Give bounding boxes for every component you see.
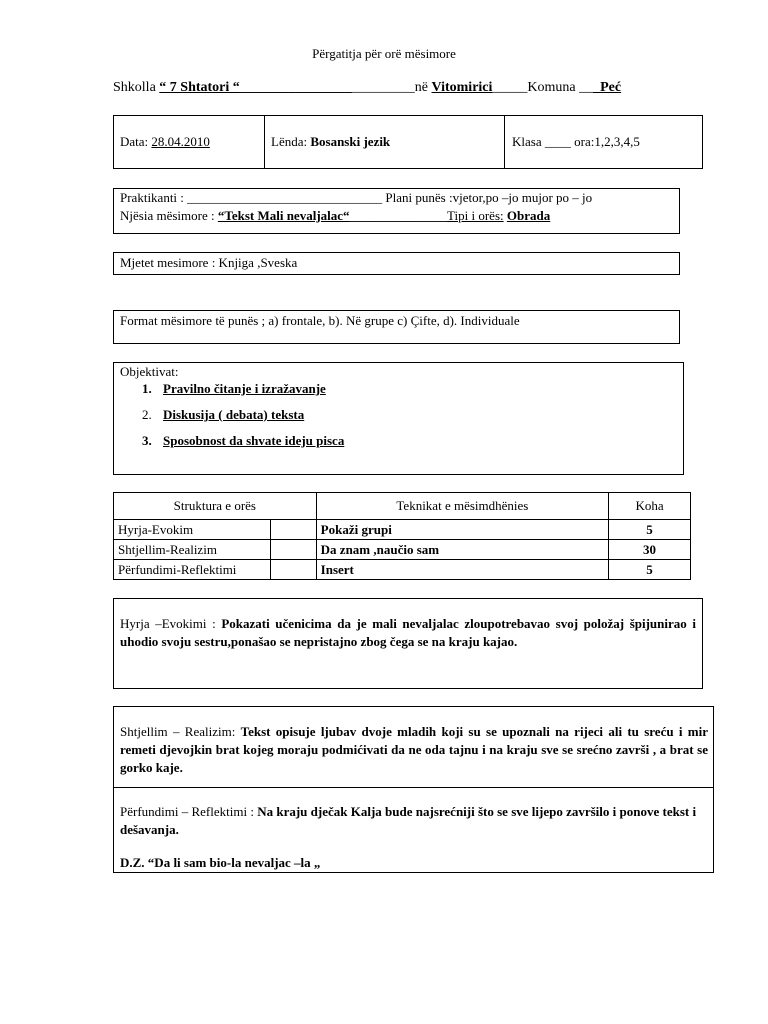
school-name: “ 7 Shtatori “ xyxy=(159,80,240,95)
intro-text: Pokazati učenicima da je mali nevaljalac zloupotrebavao svoj položaj špijunirao i uhodio svoju sestru,ponašao se nepristajno zbog čega se na kraju kajao. xyxy=(120,616,696,649)
time-cell: 5 xyxy=(609,520,691,540)
objective-item xyxy=(142,381,326,397)
conclusion-text: Na kraju dječak Kalja bude najsrećniji što se sve lijepo završilo i ponove tekst i dešavanja. xyxy=(120,804,697,837)
objectives-label: Objektivat: xyxy=(120,364,179,379)
commune-name: _Peć xyxy=(593,80,622,95)
plan-label: Plani punës : xyxy=(385,190,453,205)
time-cell: 5 xyxy=(609,560,691,580)
plan-value: vjetor,po –jo mujor po – jo xyxy=(452,190,593,205)
intro-box xyxy=(113,598,703,689)
objectives-box xyxy=(113,362,684,475)
tools-text: Mjetet mesimore : Knjiga ,Sveska xyxy=(120,255,298,270)
commune-label: Komuna xyxy=(527,80,576,95)
intro-text-block xyxy=(120,615,696,651)
conclusion-label: Përfundimi – Reflektimi : xyxy=(120,804,254,819)
type-label: Tipi i orës: xyxy=(447,208,504,223)
unit-value: “Tekst Mali nevaljalac“ xyxy=(217,208,350,223)
class-label: Klasa xyxy=(512,134,542,149)
school-blank: ________________ xyxy=(239,80,352,95)
school-label: Shkolla xyxy=(113,80,156,95)
time-cell: 30 xyxy=(609,540,691,560)
type-value: Obrada xyxy=(506,208,551,223)
table-row xyxy=(114,520,691,540)
phase-cell: Shtjellim-Realizim xyxy=(114,540,271,560)
trainees-blank: ______________________________ xyxy=(187,190,383,205)
table-header-row xyxy=(114,493,691,520)
commune-blank: __ xyxy=(579,80,594,95)
trainees-line xyxy=(120,190,592,206)
date-value: 28.04.2010 xyxy=(151,134,210,149)
subject-label: Lënda: xyxy=(271,134,308,149)
class-blank: ____ xyxy=(544,134,571,149)
objective-number: 3. xyxy=(142,433,152,448)
structure-table xyxy=(113,492,691,580)
forms-text: Format mësimore të punës ; a) frontale, b). Në grupe c) Çifte, d). Individuale xyxy=(120,313,520,328)
objective-text: Pravilno čitanje i izražavanje xyxy=(163,381,326,396)
header-time: Koha xyxy=(609,493,691,520)
empty-cell xyxy=(270,560,316,580)
objective-item xyxy=(142,407,304,423)
homework-text: D.Z. “Da li sam bio-la nevaljac –la „ xyxy=(120,855,321,870)
empty-cell xyxy=(270,520,316,540)
trainees-label: Praktikanti : xyxy=(120,190,184,205)
objective-text: Diskusija ( debata) teksta xyxy=(163,407,305,422)
village-blank: _____ xyxy=(492,80,528,95)
objective-text: Sposobnost da shvate ideju pisca xyxy=(163,433,345,448)
info-divider-2 xyxy=(504,116,505,168)
school-blank-2: _________ xyxy=(351,80,415,95)
hours-value: ora:1,2,3,4,5 xyxy=(574,134,640,149)
village-name: Vitomirici xyxy=(431,80,493,95)
technique-cell: Insert xyxy=(316,560,608,580)
development-text: Tekst opisuje ljubav dvoje mladih koji su se upoznali na rijeci ali tu sreću i mir remeti djevojkin brat kojeg moraju podmićivati da ne oda tajnu i na kraju sve se srećno završi , a brat se gorko kaje. xyxy=(120,724,709,775)
development-label: Shtjellim – Realizim: xyxy=(120,724,236,739)
table-row xyxy=(114,560,691,580)
technique-cell: Da znam ,naučio sam xyxy=(316,540,608,560)
forms-box xyxy=(113,310,680,344)
class-field xyxy=(512,134,640,150)
empty-cell xyxy=(270,540,316,560)
date-label: Data: xyxy=(120,134,149,149)
phase-cell: Përfundimi-Reflektimi xyxy=(114,560,271,580)
unit-line xyxy=(120,208,550,224)
development-text-block xyxy=(120,723,708,777)
header-structure: Struktura e orës xyxy=(114,493,317,520)
in-label: në xyxy=(414,80,428,95)
subject-field xyxy=(271,134,390,150)
table-row xyxy=(114,540,691,560)
intro-label: Hyrja –Evokimi : xyxy=(120,616,216,631)
section-divider xyxy=(114,787,713,788)
development-box xyxy=(113,706,714,873)
page-title: Përgatitja për orë mësimore xyxy=(312,46,456,61)
phase-cell: Hyrja-Evokim xyxy=(114,520,271,540)
objective-item xyxy=(142,433,344,449)
school-line xyxy=(113,80,621,96)
date-field xyxy=(120,134,210,150)
subject-value: Bosanski jezik xyxy=(310,134,391,149)
unit-label: Njësia mësimore : xyxy=(120,208,215,223)
header-technique: Teknikat e mësimdhënies xyxy=(316,493,608,520)
objective-number: 1. xyxy=(142,381,152,396)
info-box xyxy=(113,115,703,169)
tools-box xyxy=(113,252,680,275)
unit-blank: _______________ xyxy=(349,208,448,223)
conclusion-text-block xyxy=(120,803,708,839)
objective-number: 2. xyxy=(142,407,152,422)
technique-cell: Pokaži grupi xyxy=(316,520,608,540)
practice-box xyxy=(113,188,680,234)
info-divider-1 xyxy=(264,116,265,168)
